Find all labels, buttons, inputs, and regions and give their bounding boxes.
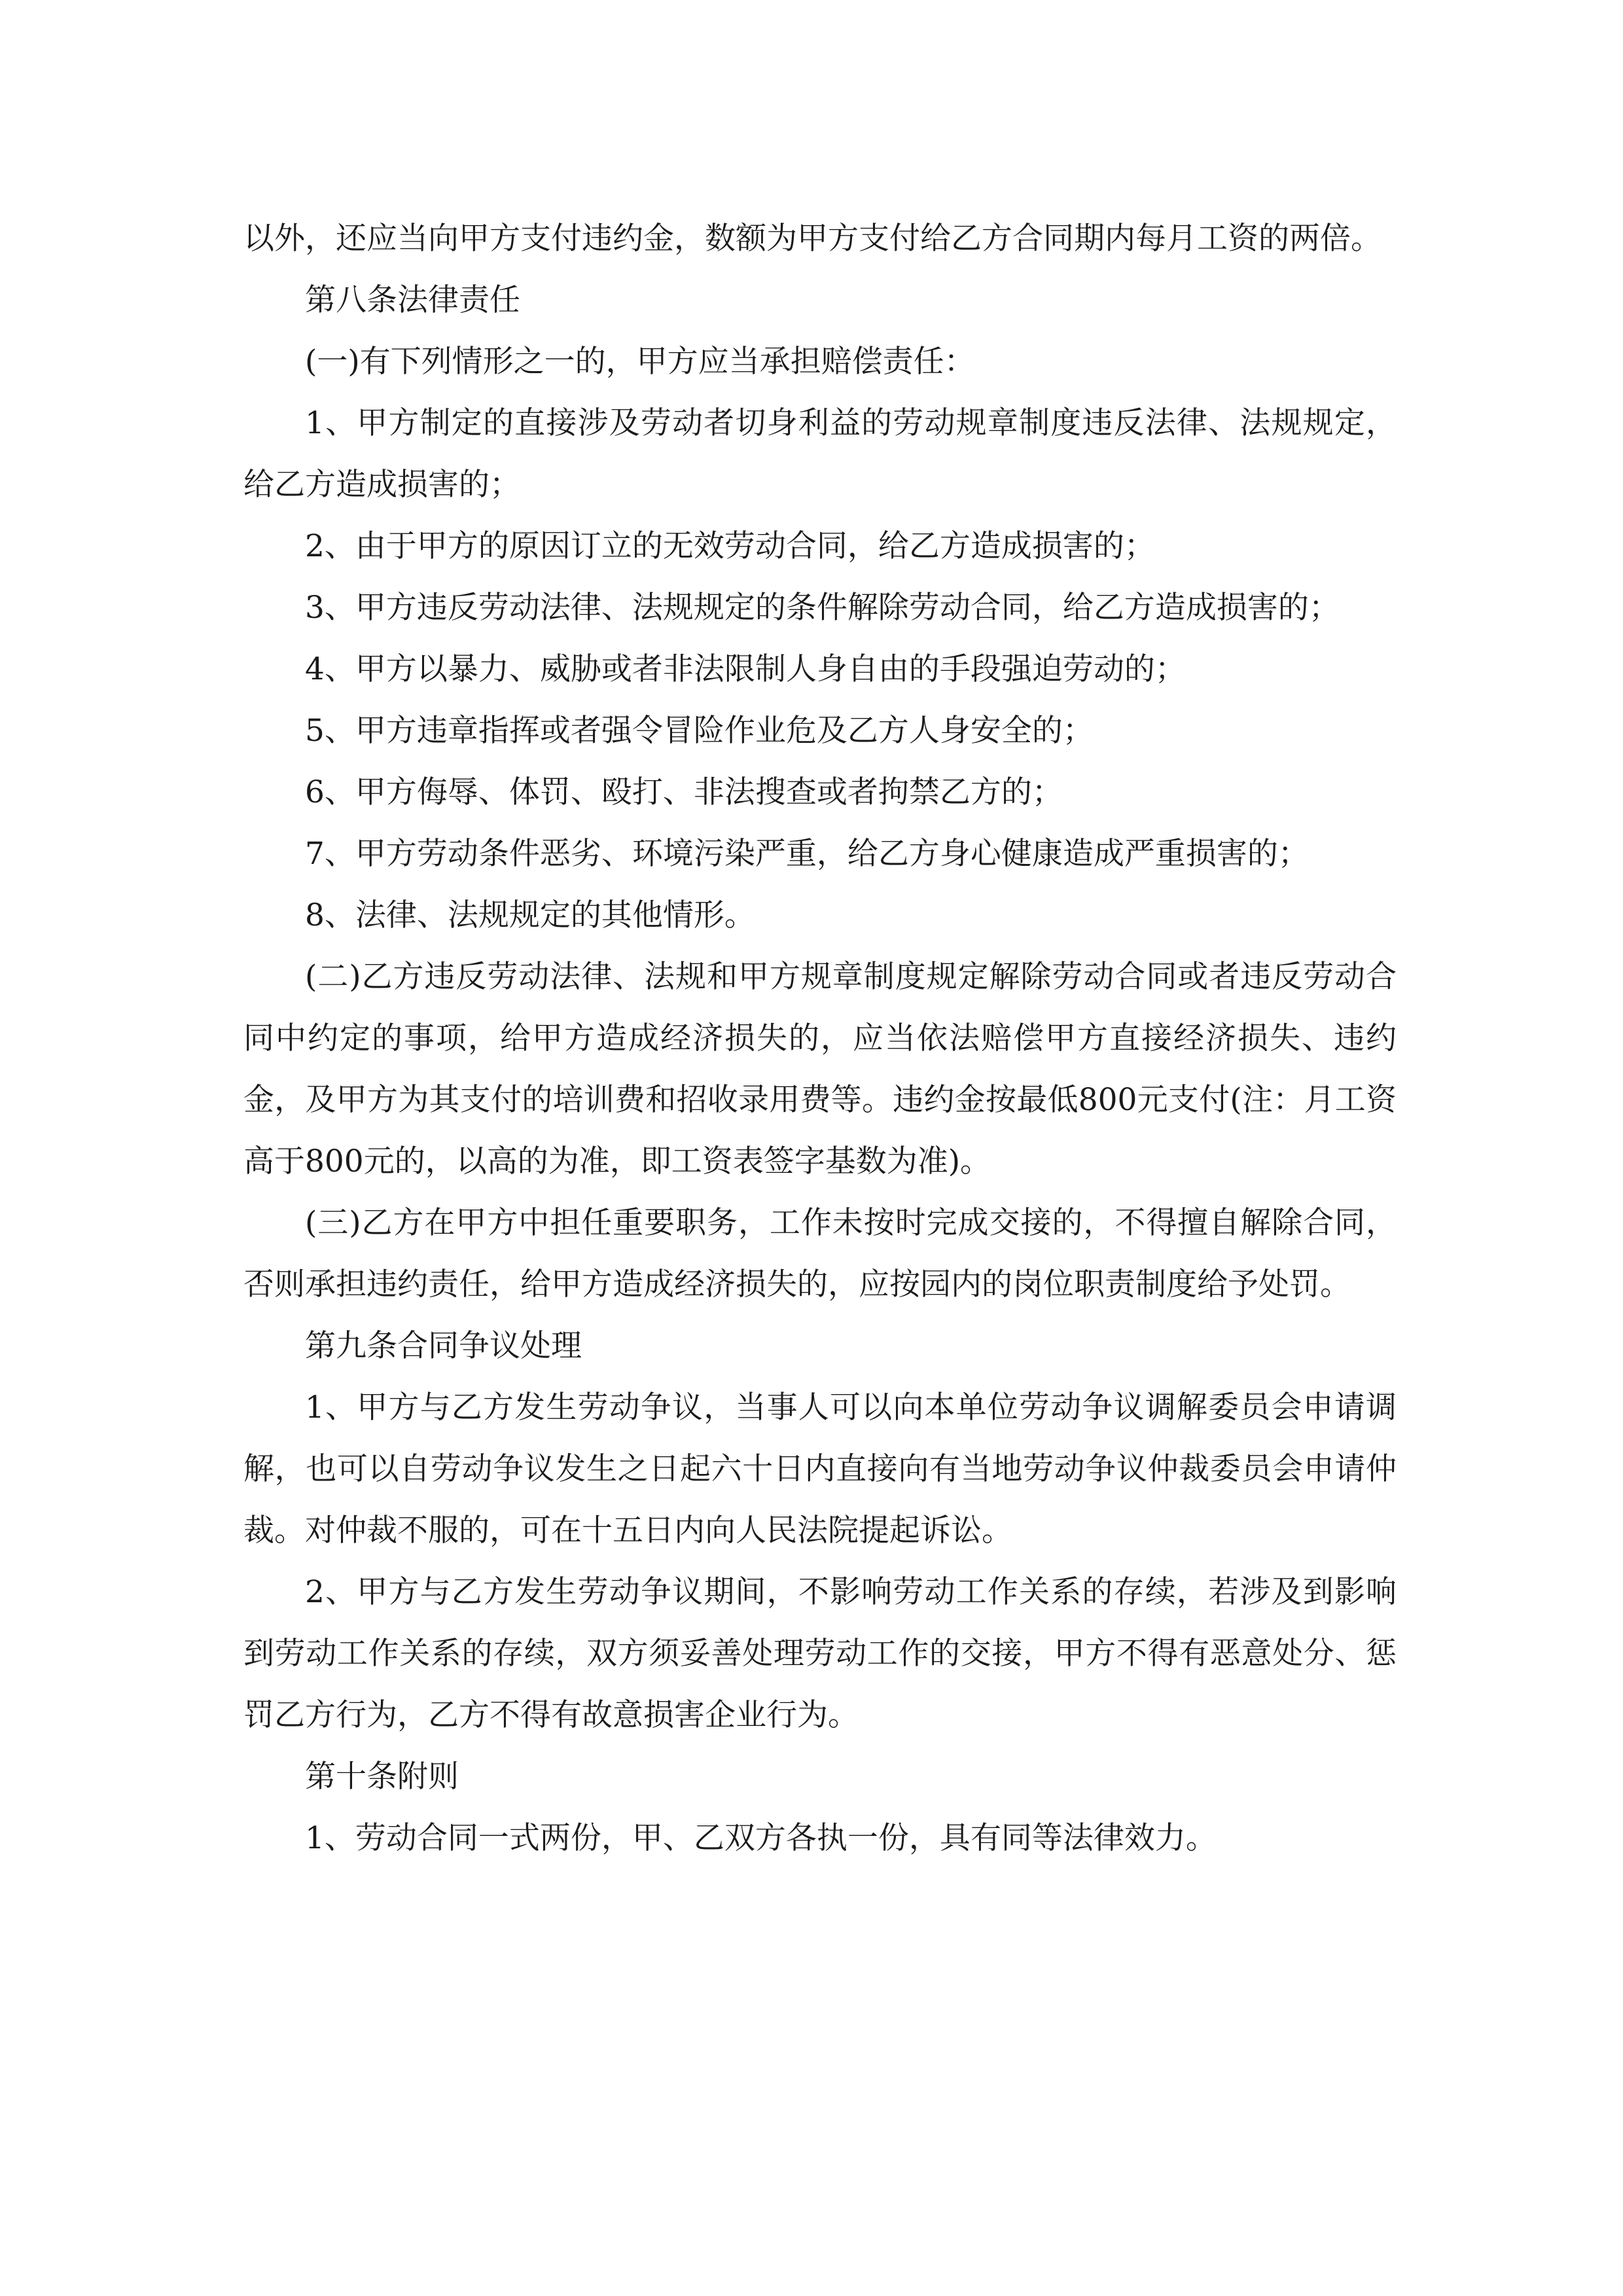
clause-8-1-item-5: 5、甲方违章指挥或者强令冒险作业危及乙方人身安全的； bbox=[305, 713, 1094, 749]
clause-8-1-item-3: 3、甲方违反劳动法律、法规规定的条件解除劳动合同，给乙方造成损害的； bbox=[305, 590, 1340, 626]
clause-8-2: (二)乙方违反劳动法律、法规和甲方规章制度规定解除劳动合同或者违反劳动合同中约定的事项，给甲方造成经济损失的，应当依法赔偿甲方直接经济损失、违约金，及甲方为其支付的培训费和招收录用费等。违约金按最低800元支付(注：月工资高于800元的，以高的为准，即工资表签字基数为准)。 bbox=[243, 959, 1397, 1179]
clause-8-3: (三)乙方在甲方中担任重要职务，工作未按时完成交接的，不得擅自解除合同，否则承担违约责任，给甲方造成经济损失的，应按园内的岗位职责制度给予处罚。 bbox=[243, 1205, 1397, 1302]
article-9-heading: 第九条合同争议处理 bbox=[305, 1328, 582, 1364]
clause-8-1-item-6: 6、甲方侮辱、体罚、殴打、非法搜查或者拘禁乙方的； bbox=[305, 774, 1063, 810]
clause-9-1: 1、甲方与乙方发生劳动争议，当事人可以向本单位劳动争议调解委员会申请调解，也可以自劳动争议发生之日起六十日内直接向有当地劳动争议仲裁委员会申请仲裁。对仲裁不服的，可在十五日内向人民法院提起诉讼。 bbox=[243, 1390, 1397, 1549]
paragraph-continuation: 以外，还应当向甲方支付违约金，数额为甲方支付给乙方合同期内每月工资的两倍。 bbox=[243, 221, 1382, 257]
clause-8-1-item-7: 7、甲方劳动条件恶劣、环境污染严重，给乙方身心健康造成严重损害的； bbox=[305, 836, 1309, 872]
clause-8-1-item-4: 4、甲方以暴力、威胁或者非法限制人身自由的手段强迫劳动的； bbox=[305, 651, 1186, 687]
clause-9-2: 2、甲方与乙方发生劳动争议期间，不影响劳动工作关系的存续，若涉及到影响到劳动工作关系的存续，双方须妥善处理劳动工作的交接，甲方不得有恶意处分、惩罚乙方行为，乙方不得有故意损害企业行为。 bbox=[243, 1574, 1397, 1733]
clause-8-1-item-1: 1、甲方制定的直接涉及劳动者切身利益的劳动规章制度违反法律、法规规定，给乙方造成损害的； bbox=[243, 405, 1397, 503]
clause-8-1-item-8: 8、法律、法规规定的其他情形。 bbox=[305, 897, 755, 933]
article-8-heading: 第八条法律责任 bbox=[305, 282, 520, 318]
article-10-heading: 第十条附则 bbox=[305, 1759, 459, 1795]
clause-8-1-intro: (一)有下列情形之一的，甲方应当承担赔偿责任： bbox=[305, 344, 975, 380]
clause-10-1: 1、劳动合同一式两份，甲、乙双方各执一份，具有同等法律效力。 bbox=[305, 1820, 1217, 1856]
document-body bbox=[243, 208, 1397, 1869]
clause-8-1-item-2: 2、由于甲方的原因订立的无效劳动合同，给乙方造成损害的； bbox=[305, 528, 1155, 564]
